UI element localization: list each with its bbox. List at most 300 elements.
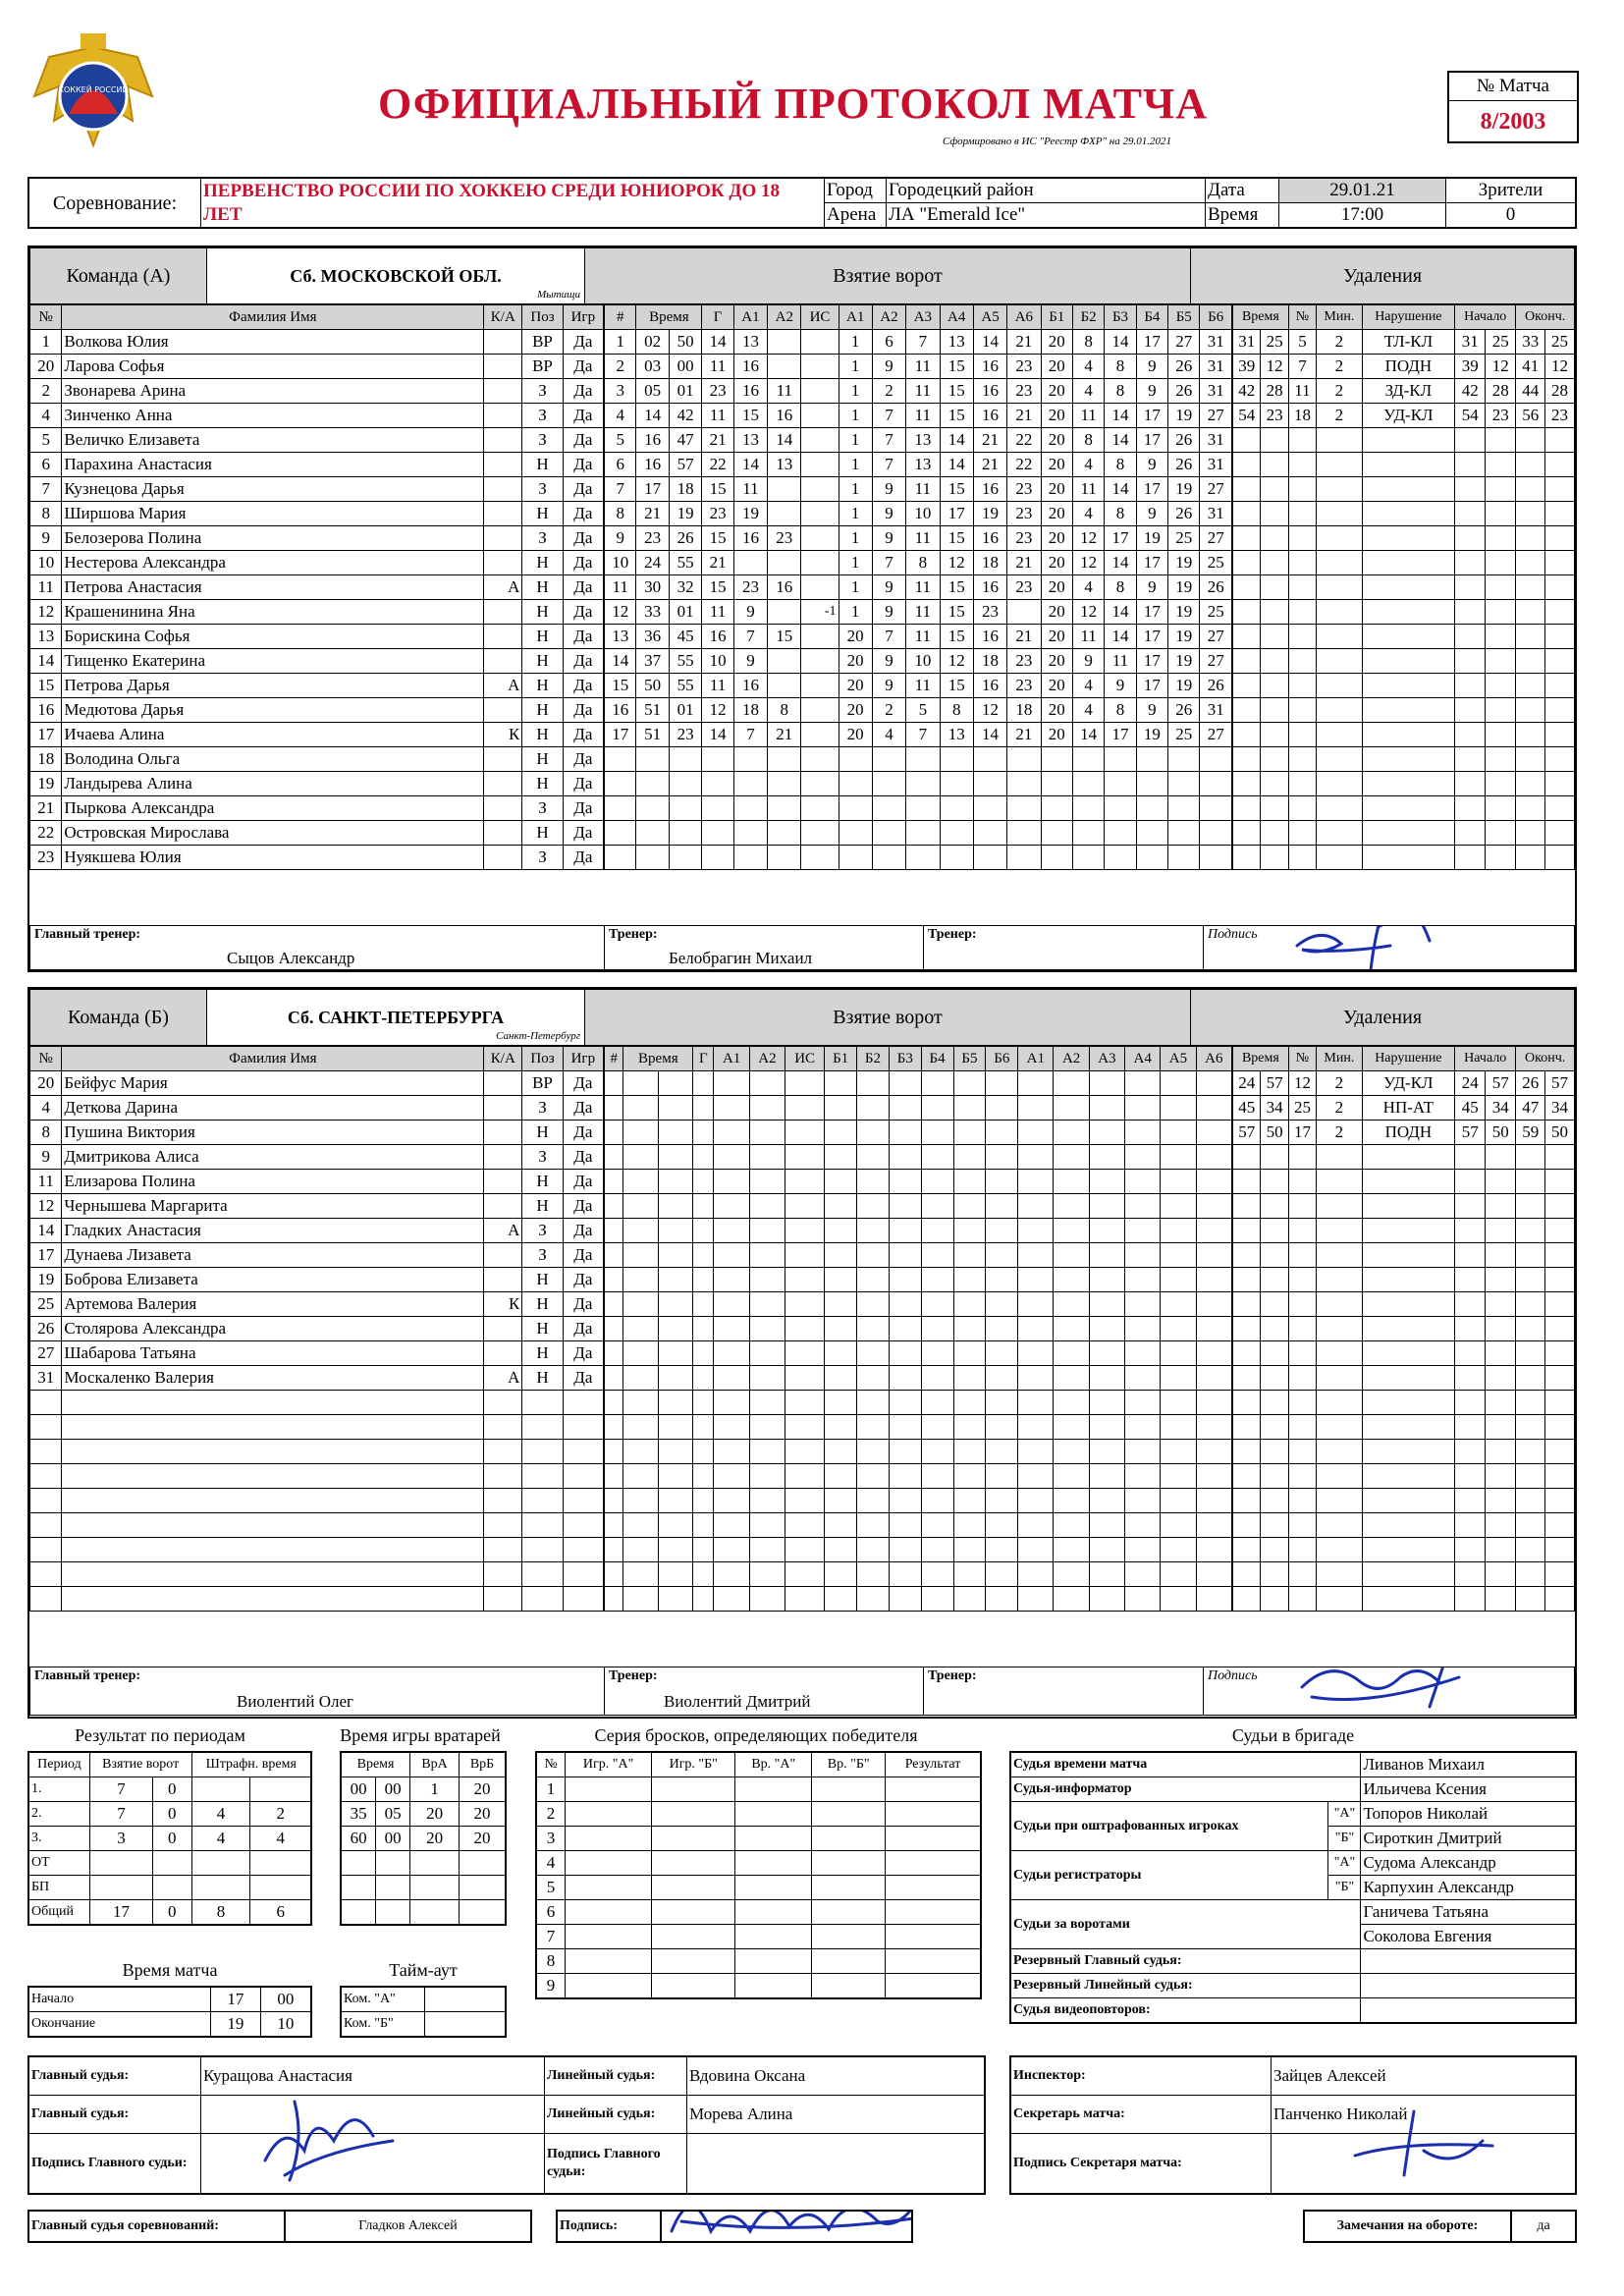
empty-cell xyxy=(1317,1489,1362,1513)
empty-cell xyxy=(1233,1587,1261,1612)
goal-row xyxy=(605,674,1232,698)
empty-cell xyxy=(605,1440,623,1464)
empty-cell xyxy=(749,1096,785,1121)
period-name: 2. xyxy=(28,1802,89,1827)
team-a-sign-label: Подпись xyxy=(1208,927,1258,942)
empty-cell xyxy=(986,1440,1018,1464)
empty-cell xyxy=(886,1949,981,1974)
player-row xyxy=(30,330,604,355)
empty-cell xyxy=(1545,1268,1575,1292)
empty-cell xyxy=(1455,1562,1486,1587)
empty-cell xyxy=(1455,477,1486,502)
period-gb xyxy=(153,1876,191,1900)
goal-onice-player: 1 xyxy=(839,551,872,575)
goal-onice-player: 19 xyxy=(1168,575,1200,600)
empty-cell xyxy=(906,747,940,772)
penalty-row xyxy=(1233,1292,1575,1317)
empty-cell xyxy=(1455,575,1486,600)
empty-cell xyxy=(1516,502,1545,526)
empty-cell xyxy=(605,1341,623,1366)
col-onice-header: А2 xyxy=(1054,1047,1089,1071)
empty-cell xyxy=(563,1464,603,1489)
player-number: 2 xyxy=(30,379,62,404)
period-gb: 0 xyxy=(153,1827,191,1851)
goal-scorer: 11 xyxy=(702,600,733,625)
empty-cell xyxy=(410,1876,460,1900)
empty-cell xyxy=(1486,649,1516,674)
empty-cell xyxy=(693,1440,714,1464)
empty-cell xyxy=(605,1317,623,1341)
empty-cell xyxy=(825,1538,857,1562)
empty-cell xyxy=(1007,796,1041,821)
empty-cell xyxy=(652,1851,735,1876)
goal-number: 10 xyxy=(605,551,636,575)
empty-cell xyxy=(1072,846,1104,870)
empty-cell xyxy=(1125,1415,1161,1440)
empty-cell xyxy=(1362,723,1455,747)
empty-cell xyxy=(1233,1243,1261,1268)
goal-onice-player: 20 xyxy=(1041,698,1072,723)
empty-cell xyxy=(749,1391,785,1415)
empty-cell xyxy=(1288,1292,1316,1317)
empty-cell xyxy=(605,1121,623,1145)
empty-cell xyxy=(1196,1071,1231,1096)
goal-situation xyxy=(801,404,839,428)
empty-cell xyxy=(1362,698,1455,723)
goal-onice-player: 17 xyxy=(1105,723,1136,747)
penalty-n: 5 xyxy=(1288,330,1316,355)
goal-onice-player: 16 xyxy=(973,477,1006,502)
player-number: 31 xyxy=(30,1366,62,1391)
empty-cell xyxy=(1233,1341,1261,1366)
empty-cell xyxy=(749,1513,785,1538)
arena-label: Арена xyxy=(825,203,887,229)
empty-cell xyxy=(693,1096,714,1121)
goal-number: 16 xyxy=(605,698,636,723)
empty-cell xyxy=(714,1121,749,1145)
ref-registrar-b-tag: "Б" xyxy=(1328,1876,1361,1900)
goal-row xyxy=(605,698,1232,723)
empty-cell xyxy=(1486,551,1516,575)
empty-cell xyxy=(1362,477,1455,502)
empty-cell xyxy=(735,1925,812,1949)
empty-cell xyxy=(1288,1366,1316,1391)
empty-cell xyxy=(605,1562,623,1587)
empty-cell xyxy=(1196,1170,1231,1194)
empty-cell xyxy=(1089,1219,1124,1243)
competition-name: ПЕРВЕНСТВО РОССИИ ПО ХОККЕЮ СРЕДИ ЮНИОРОК ДО 18 ЛЕТ xyxy=(201,178,825,228)
goal-assist-1: 9 xyxy=(733,649,767,674)
goal-row xyxy=(605,796,1232,821)
empty-cell xyxy=(1018,1440,1054,1464)
goal-onice-player: 20 xyxy=(1041,575,1072,600)
player-number: 8 xyxy=(30,1121,62,1145)
empty-cell xyxy=(801,747,839,772)
team-a-city: Мытищи xyxy=(537,289,580,301)
team-a-label: Команда (А) xyxy=(30,248,207,304)
empty-cell xyxy=(460,1851,506,1876)
empty-cell xyxy=(1125,1513,1161,1538)
player-role: К xyxy=(484,1292,522,1317)
goal-number: 9 xyxy=(605,526,636,551)
empty-cell xyxy=(484,1440,522,1464)
goal-onice-player: 21 xyxy=(1007,404,1041,428)
empty-cell xyxy=(1007,747,1041,772)
empty-cell xyxy=(693,1587,714,1612)
empty-cell xyxy=(857,1587,890,1612)
goal-onice-player: 1 xyxy=(839,600,872,625)
goal-time-min: 23 xyxy=(636,526,670,551)
empty-cell xyxy=(906,772,940,796)
goal-onice-player: 1 xyxy=(839,502,872,526)
empty-cell xyxy=(921,1562,953,1587)
goal-onice-player: 14 xyxy=(1105,428,1136,453)
period-name: 3. xyxy=(28,1827,89,1851)
empty-cell xyxy=(1233,1292,1261,1317)
player-position: Н xyxy=(522,772,563,796)
empty-cell xyxy=(1089,1194,1124,1219)
player-role xyxy=(484,600,522,625)
empty-cell xyxy=(940,772,973,796)
ref-reserve-line-label: Резервный Линейный судья: xyxy=(1010,1974,1361,1998)
empty-cell xyxy=(1455,674,1486,698)
empty-cell xyxy=(658,1513,692,1538)
empty-cell xyxy=(1125,1464,1161,1489)
goal-onice-player: 19 xyxy=(1168,600,1200,625)
player-row xyxy=(30,1219,604,1243)
player-played: Да xyxy=(563,796,603,821)
empty-cell xyxy=(1455,1391,1486,1415)
officials-left xyxy=(27,2055,986,2195)
empty-cell xyxy=(973,821,1006,846)
player-role xyxy=(484,772,522,796)
goal-assist-1: 7 xyxy=(733,625,767,649)
empty-cell xyxy=(714,1292,749,1317)
goal-row xyxy=(605,1121,1232,1145)
goal-scorer: 15 xyxy=(702,575,733,600)
empty-cell xyxy=(605,1415,623,1440)
empty-cell xyxy=(563,1538,603,1562)
team-b-goals-title: Взятие ворот xyxy=(585,990,1191,1046)
empty-cell xyxy=(1516,1587,1545,1612)
goalies-title: Время игры вратарей xyxy=(340,1725,501,1745)
goal-situation xyxy=(801,355,839,379)
goal-assist-2 xyxy=(768,600,801,625)
empty-cell xyxy=(658,1341,692,1366)
empty-cell xyxy=(906,796,940,821)
empty-cell xyxy=(1486,1538,1516,1562)
period-pb: 6 xyxy=(250,1900,311,1926)
goal-onice-player: 27 xyxy=(1200,649,1232,674)
empty-cell xyxy=(749,1415,785,1440)
player-played: Да xyxy=(563,772,603,796)
empty-cell xyxy=(1261,1513,1288,1538)
empty-cell xyxy=(1288,821,1316,846)
player-played: Да xyxy=(563,1194,603,1219)
empty-cell xyxy=(1516,428,1545,453)
empty-cell xyxy=(785,1341,825,1366)
empty-cell xyxy=(1288,723,1316,747)
empty-cell xyxy=(812,1900,886,1925)
empty-cell xyxy=(921,1194,953,1219)
empty-cell xyxy=(1007,821,1041,846)
empty-cell xyxy=(1455,1243,1486,1268)
empty-cell xyxy=(1516,1415,1545,1440)
goal-onice-player: 20 xyxy=(1041,330,1072,355)
player-name: Ландырева Алина xyxy=(62,772,484,796)
goal-onice-player: 21 xyxy=(1007,723,1041,747)
empty-cell xyxy=(953,1292,986,1317)
empty-cell xyxy=(1125,1587,1161,1612)
player-position: Н xyxy=(522,1194,563,1219)
penalty-row xyxy=(1233,1243,1575,1268)
penalty-em: 33 xyxy=(1516,330,1545,355)
ref-timekeeper: Ливанов Михаил xyxy=(1361,1752,1576,1777)
goal-onice-player: 11 xyxy=(1072,404,1104,428)
generated-note: Сформировано в ИС "Реестр ФХР" на 29.01.2021 xyxy=(943,136,1172,147)
goal-onice-player: 17 xyxy=(1136,428,1167,453)
empty-cell xyxy=(1168,821,1200,846)
period-ga: 17 xyxy=(89,1900,152,1926)
player-number: 20 xyxy=(30,355,62,379)
goal-scorer: 15 xyxy=(702,526,733,551)
player-row xyxy=(30,428,604,453)
empty-cell xyxy=(669,821,702,846)
empty-cell xyxy=(1455,1292,1486,1317)
player-name: Дунаева Лизавета xyxy=(62,1243,484,1268)
goal-onice-player: 19 xyxy=(1136,723,1167,747)
empty-cell xyxy=(921,1489,953,1513)
period-row xyxy=(28,1802,311,1827)
player-row xyxy=(30,1440,604,1464)
shootout-header xyxy=(536,1752,981,1777)
player-row xyxy=(30,1415,604,1440)
player-position: Н xyxy=(522,1341,563,1366)
empty-cell xyxy=(889,1170,921,1194)
player-name: Боброва Елизавета xyxy=(62,1268,484,1292)
goal-onice-player: 16 xyxy=(973,379,1006,404)
empty-cell xyxy=(1196,1096,1231,1121)
penalty-min: 2 xyxy=(1317,1096,1362,1121)
goal-onice-player: 9 xyxy=(1136,453,1167,477)
empty-cell xyxy=(1455,1194,1486,1219)
date-label: Дата xyxy=(1206,178,1279,203)
empty-cell xyxy=(857,1366,890,1391)
ref-registrar-a: Судома Александр xyxy=(1361,1851,1576,1876)
goalie-s: 00 xyxy=(376,1777,410,1802)
goal-onice-player: 8 xyxy=(940,698,973,723)
empty-cell xyxy=(921,1317,953,1341)
empty-cell xyxy=(1054,1170,1089,1194)
empty-cell xyxy=(623,1145,658,1170)
empty-cell xyxy=(1288,1464,1316,1489)
empty-cell xyxy=(1317,723,1362,747)
penalty-row xyxy=(1233,698,1575,723)
goal-onice-player: 9 xyxy=(1136,379,1167,404)
goal-assist-1: 18 xyxy=(733,698,767,723)
empty-cell xyxy=(1125,1341,1161,1366)
col-g-header: Г xyxy=(693,1047,714,1071)
goal-onice-player: 9 xyxy=(1136,355,1167,379)
penalty-v: ПОДН xyxy=(1362,1121,1455,1145)
penalty-row xyxy=(1233,723,1575,747)
penalty-row xyxy=(1233,625,1575,649)
player-name: Елизарова Полина xyxy=(62,1170,484,1194)
empty-cell xyxy=(785,1415,825,1440)
shootout-row-num: 8 xyxy=(536,1949,566,1974)
empty-cell xyxy=(1072,796,1104,821)
sign-main-label-1: Подпись Главного судьи: xyxy=(28,2134,201,2195)
ref-goal-label: Судьи за воротами xyxy=(1010,1900,1361,1949)
empty-cell xyxy=(986,1489,1018,1513)
empty-cell xyxy=(839,772,872,796)
goal-assist-2 xyxy=(768,330,801,355)
penalty-row xyxy=(1233,772,1575,796)
goal-row xyxy=(605,846,1232,870)
empty-cell xyxy=(1136,747,1167,772)
player-number: 11 xyxy=(30,1170,62,1194)
empty-cell xyxy=(872,772,905,796)
goal-time-sec: 23 xyxy=(669,723,702,747)
player-name: Шабарова Татьяна xyxy=(62,1341,484,1366)
goal-onice-player: 27 xyxy=(1200,526,1232,551)
shootout-row-num: 4 xyxy=(536,1851,566,1876)
penalty-row xyxy=(1233,1219,1575,1243)
goal-row xyxy=(605,1489,1232,1513)
penalty-tm: 39 xyxy=(1233,355,1261,379)
penalty-row xyxy=(1233,330,1575,355)
empty-cell xyxy=(785,1170,825,1194)
empty-cell xyxy=(1261,1292,1288,1317)
period-ga: 3 xyxy=(89,1827,152,1851)
empty-cell xyxy=(658,1366,692,1391)
empty-cell xyxy=(1018,1489,1054,1513)
goal-onice-player: 22 xyxy=(1007,428,1041,453)
empty-cell xyxy=(953,1194,986,1219)
empty-cell xyxy=(1018,1538,1054,1562)
empty-cell xyxy=(1041,821,1072,846)
empty-cell xyxy=(785,1096,825,1121)
empty-cell xyxy=(702,821,733,846)
empty-cell xyxy=(1288,772,1316,796)
empty-cell xyxy=(1545,551,1575,575)
empty-cell xyxy=(1486,674,1516,698)
empty-cell xyxy=(1317,1366,1362,1391)
empty-cell xyxy=(1261,796,1288,821)
player-position: Н xyxy=(522,625,563,649)
goal-onice-player: 19 xyxy=(1168,477,1200,502)
empty-cell xyxy=(749,1489,785,1513)
empty-cell xyxy=(1486,477,1516,502)
empty-cell xyxy=(563,1415,603,1440)
empty-cell xyxy=(1125,1292,1161,1317)
empty-cell xyxy=(1455,821,1486,846)
empty-cell xyxy=(1317,1243,1362,1268)
player-number: 11 xyxy=(30,575,62,600)
page-title: ОФИЦИАЛЬНЫЙ ПРОТОКОЛ МАТЧА xyxy=(378,80,1209,128)
ref-reserve-main-label: Резервный Главный судья: xyxy=(1010,1949,1361,1974)
player-played: Да xyxy=(563,526,603,551)
empty-cell xyxy=(1317,747,1362,772)
empty-cell xyxy=(1545,1243,1575,1268)
empty-cell xyxy=(1041,772,1072,796)
empty-cell xyxy=(1486,796,1516,821)
empty-cell xyxy=(1545,1415,1575,1440)
goal-onice-player: 11 xyxy=(906,477,940,502)
empty-cell xyxy=(1288,551,1316,575)
empty-cell xyxy=(1168,796,1200,821)
empty-cell xyxy=(1018,1268,1054,1292)
empty-cell xyxy=(1455,502,1486,526)
empty-cell xyxy=(986,1121,1018,1145)
goal-assist-2 xyxy=(768,551,801,575)
goal-onice-player: 8 xyxy=(1105,698,1136,723)
col-goal-time-header: Время xyxy=(623,1047,693,1071)
goal-onice-player: 15 xyxy=(940,404,973,428)
empty-cell xyxy=(1261,1464,1288,1489)
empty-cell xyxy=(872,747,905,772)
team-a-head-coach-label: Главный тренер: xyxy=(34,927,141,942)
empty-cell xyxy=(1545,1513,1575,1538)
goal-onice-player: 19 xyxy=(1168,404,1200,428)
empty-cell xyxy=(623,1243,658,1268)
empty-cell xyxy=(566,1949,652,1974)
empty-cell xyxy=(1196,1538,1231,1562)
penalty-es: 23 xyxy=(1545,404,1575,428)
player-position: З xyxy=(522,526,563,551)
competition-label: Соревнование: xyxy=(28,178,201,228)
player-role: А xyxy=(484,1366,522,1391)
empty-cell xyxy=(693,1341,714,1366)
empty-cell xyxy=(1362,526,1455,551)
goal-onice-player: 14 xyxy=(973,723,1006,747)
empty-cell xyxy=(1317,1317,1362,1341)
goal-onice-player: 9 xyxy=(872,575,905,600)
empty-cell xyxy=(857,1268,890,1292)
shootout-row xyxy=(536,1802,981,1827)
empty-cell xyxy=(652,1925,735,1949)
empty-cell xyxy=(1161,1587,1196,1612)
empty-cell xyxy=(1233,796,1261,821)
empty-cell xyxy=(1516,1194,1545,1219)
penalty-es: 57 xyxy=(1545,1071,1575,1096)
empty-cell xyxy=(889,1391,921,1415)
player-row xyxy=(30,404,604,428)
player-row xyxy=(30,355,604,379)
empty-cell xyxy=(1018,1317,1054,1341)
penalty-n: 25 xyxy=(1288,1096,1316,1121)
empty-cell xyxy=(953,1562,986,1587)
empty-cell xyxy=(768,772,801,796)
player-position: Н xyxy=(522,747,563,772)
player-row xyxy=(30,1464,604,1489)
goal-row xyxy=(605,1317,1232,1341)
timeout-b-label: Ком. "Б" xyxy=(341,2012,425,2038)
player-position: З xyxy=(522,404,563,428)
col-onice-header: А5 xyxy=(973,305,1006,330)
empty-cell xyxy=(1261,846,1288,870)
city-value: Городецкий район xyxy=(887,178,1206,203)
empty-cell xyxy=(733,846,767,870)
empty-cell xyxy=(1486,1415,1516,1440)
goal-row xyxy=(605,1415,1232,1440)
empty-cell xyxy=(460,1876,506,1900)
empty-cell xyxy=(1233,502,1261,526)
empty-cell xyxy=(1288,1562,1316,1587)
col-onice-header: Б2 xyxy=(857,1047,890,1071)
col-a2-header: А2 xyxy=(768,305,801,330)
empty-cell xyxy=(1545,649,1575,674)
